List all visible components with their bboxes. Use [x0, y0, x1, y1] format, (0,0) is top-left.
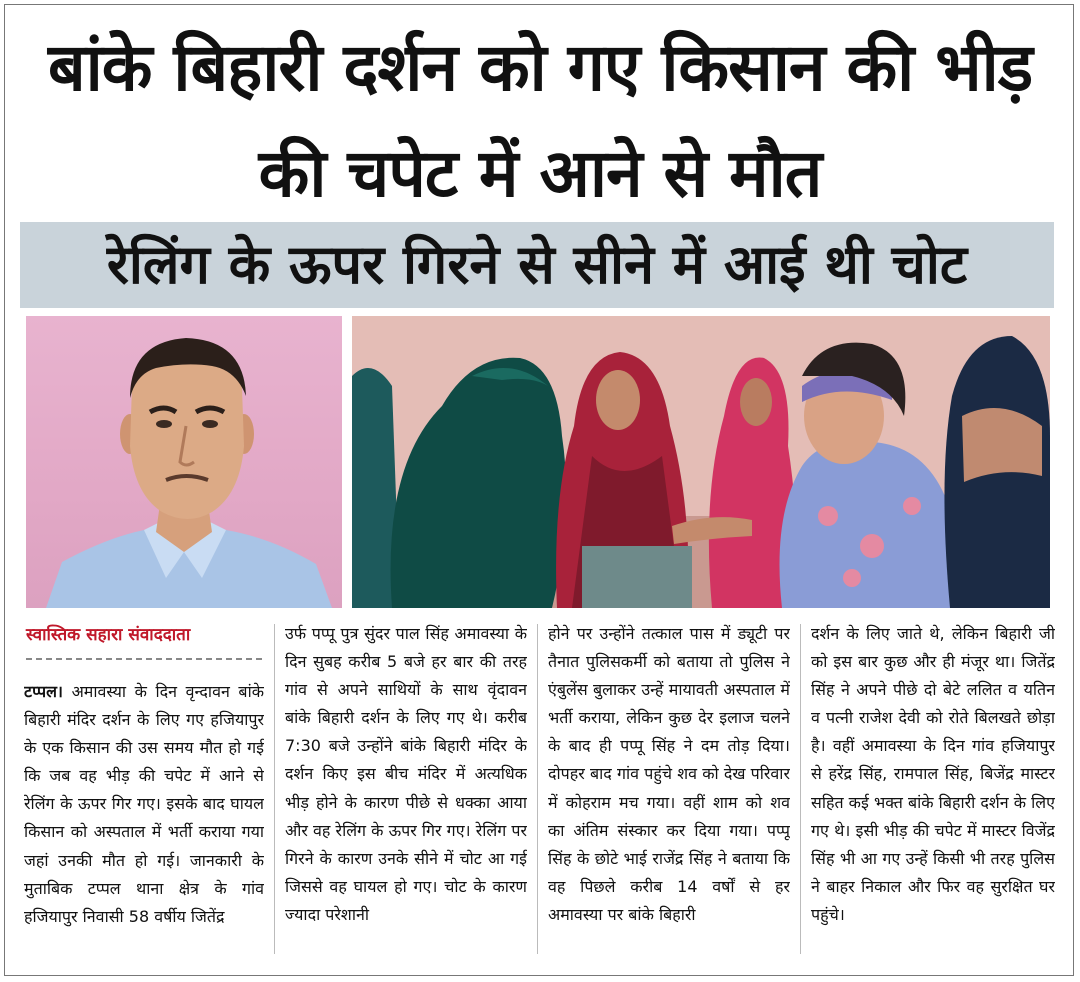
article-column-3: होने पर उन्होंने तत्काल पास में ड्यूटी पर तैनात पुलिसकर्मी को बताया तो पुलिस ने एंबुलेंस बुलाकर उन्हें मायावती अस्पताल में भर्ती कराया, लेकिन कुछ देर इलाज चलने के बाद ही पप्पू सिंह ने दम तोड़ दिया। दोपहर बाद गांव पहुंचे शव को देख परिवार में कोहराम मच गया। वहीं शाम को शव का अंतिम संस्कार कर दिया गया। पप्पू सिंह के छोटे भाई राजेंद्र सिंह ने बताया कि वह पिछले करीब 14 वर्षों से हर अमावस्या पर बांके बिहारी: [548, 624, 790, 924]
article-column-4: दर्शन के लिए जाते थे, लेकिन बिहारी जी को इस बार कुछ और ही मंजूर था। जितेंद्र सिंह ने अपने पीछे दो बेटे ललित व यतिन व पत्नी राजेश देवी को रोते बिलखते छोड़ा है। वहीं अमावस्या के दिन गांव हजियापुर से हरेंद्र सिंह, रामपाल सिंह, बिजेंद्र मास्टर सहित कई भक्त बांके बिहारी दर्शन के लिए गए थे। इसी भीड़ की चपेट में मास्टर विजेंद्र सिंह भी आ गए उन्हें किसी भी तरह पुलिस ने बाहर निकाल और फिर वह सुरक्षित घर पहुंचे।: [811, 624, 1055, 924]
column-divider: [800, 624, 801, 954]
column-divider: [537, 624, 538, 954]
article-column-1: [24, 678, 264, 968]
dateline: टप्पल।: [24, 682, 63, 701]
family-mourning-photo: [352, 316, 1050, 608]
byline-text: स्वास्तिक सहारा संवाददाता: [26, 625, 191, 645]
subheadline: रेलिंग के ऊपर गिरने से सीने में आई थी चोट: [20, 222, 1054, 308]
headline-line-1: बांके बिहारी दर्शन को गए किसान की भीड़: [47, 29, 1033, 106]
headline-line-2: की चपेट में आने से मौत: [258, 135, 822, 212]
family-scene-illustration: [352, 316, 1050, 608]
column-divider: [274, 624, 275, 954]
portrait-photo: [26, 316, 342, 608]
article-text-1: अमावस्या के दिन वृन्दावन बांके बिहारी मंदिर दर्शन के लिए गए हजियापुर के एक किसान की उस समय मौत हो गई कि जब वह भीड़ की चपेट में आने से रेलिंग के ऊपर गिर गए। इसके बाद घायल किसान को अस्पताल में भर्ती कराया गया जहां उनकी मौत हो गई। जानकारी के मुताबिक टप्पल थाना क्षेत्र के गांव हजियापुर निवासी 58 वर्षीय जितेंद्र: [24, 682, 264, 926]
byline: [26, 622, 262, 660]
portrait-illustration: [26, 316, 342, 608]
article-column-2: उर्फ पप्पू पुत्र सुंदर पाल सिंह अमावस्या के दिन सुबह करीब 5 बजे हर बार की तरह गांव से अपने साथियों के साथ वृंदावन बांके बिहारी दर्शन के लिए गए थे। करीब 7:30 बजे उन्होंने बांके बिहारी मंदिर के दर्शन किए इस बीच मंदिर में अत्यधिक भीड़ होने के कारण पीछे से धक्का आया और वह रेलिंग के ऊपर गिर गए। रेलिंग पर गिरने के कारण उनके सीने में चोट आ गई जिससे वह घायल हो गए। चोट के कारण ज्यादा परेशानी: [285, 624, 527, 924]
